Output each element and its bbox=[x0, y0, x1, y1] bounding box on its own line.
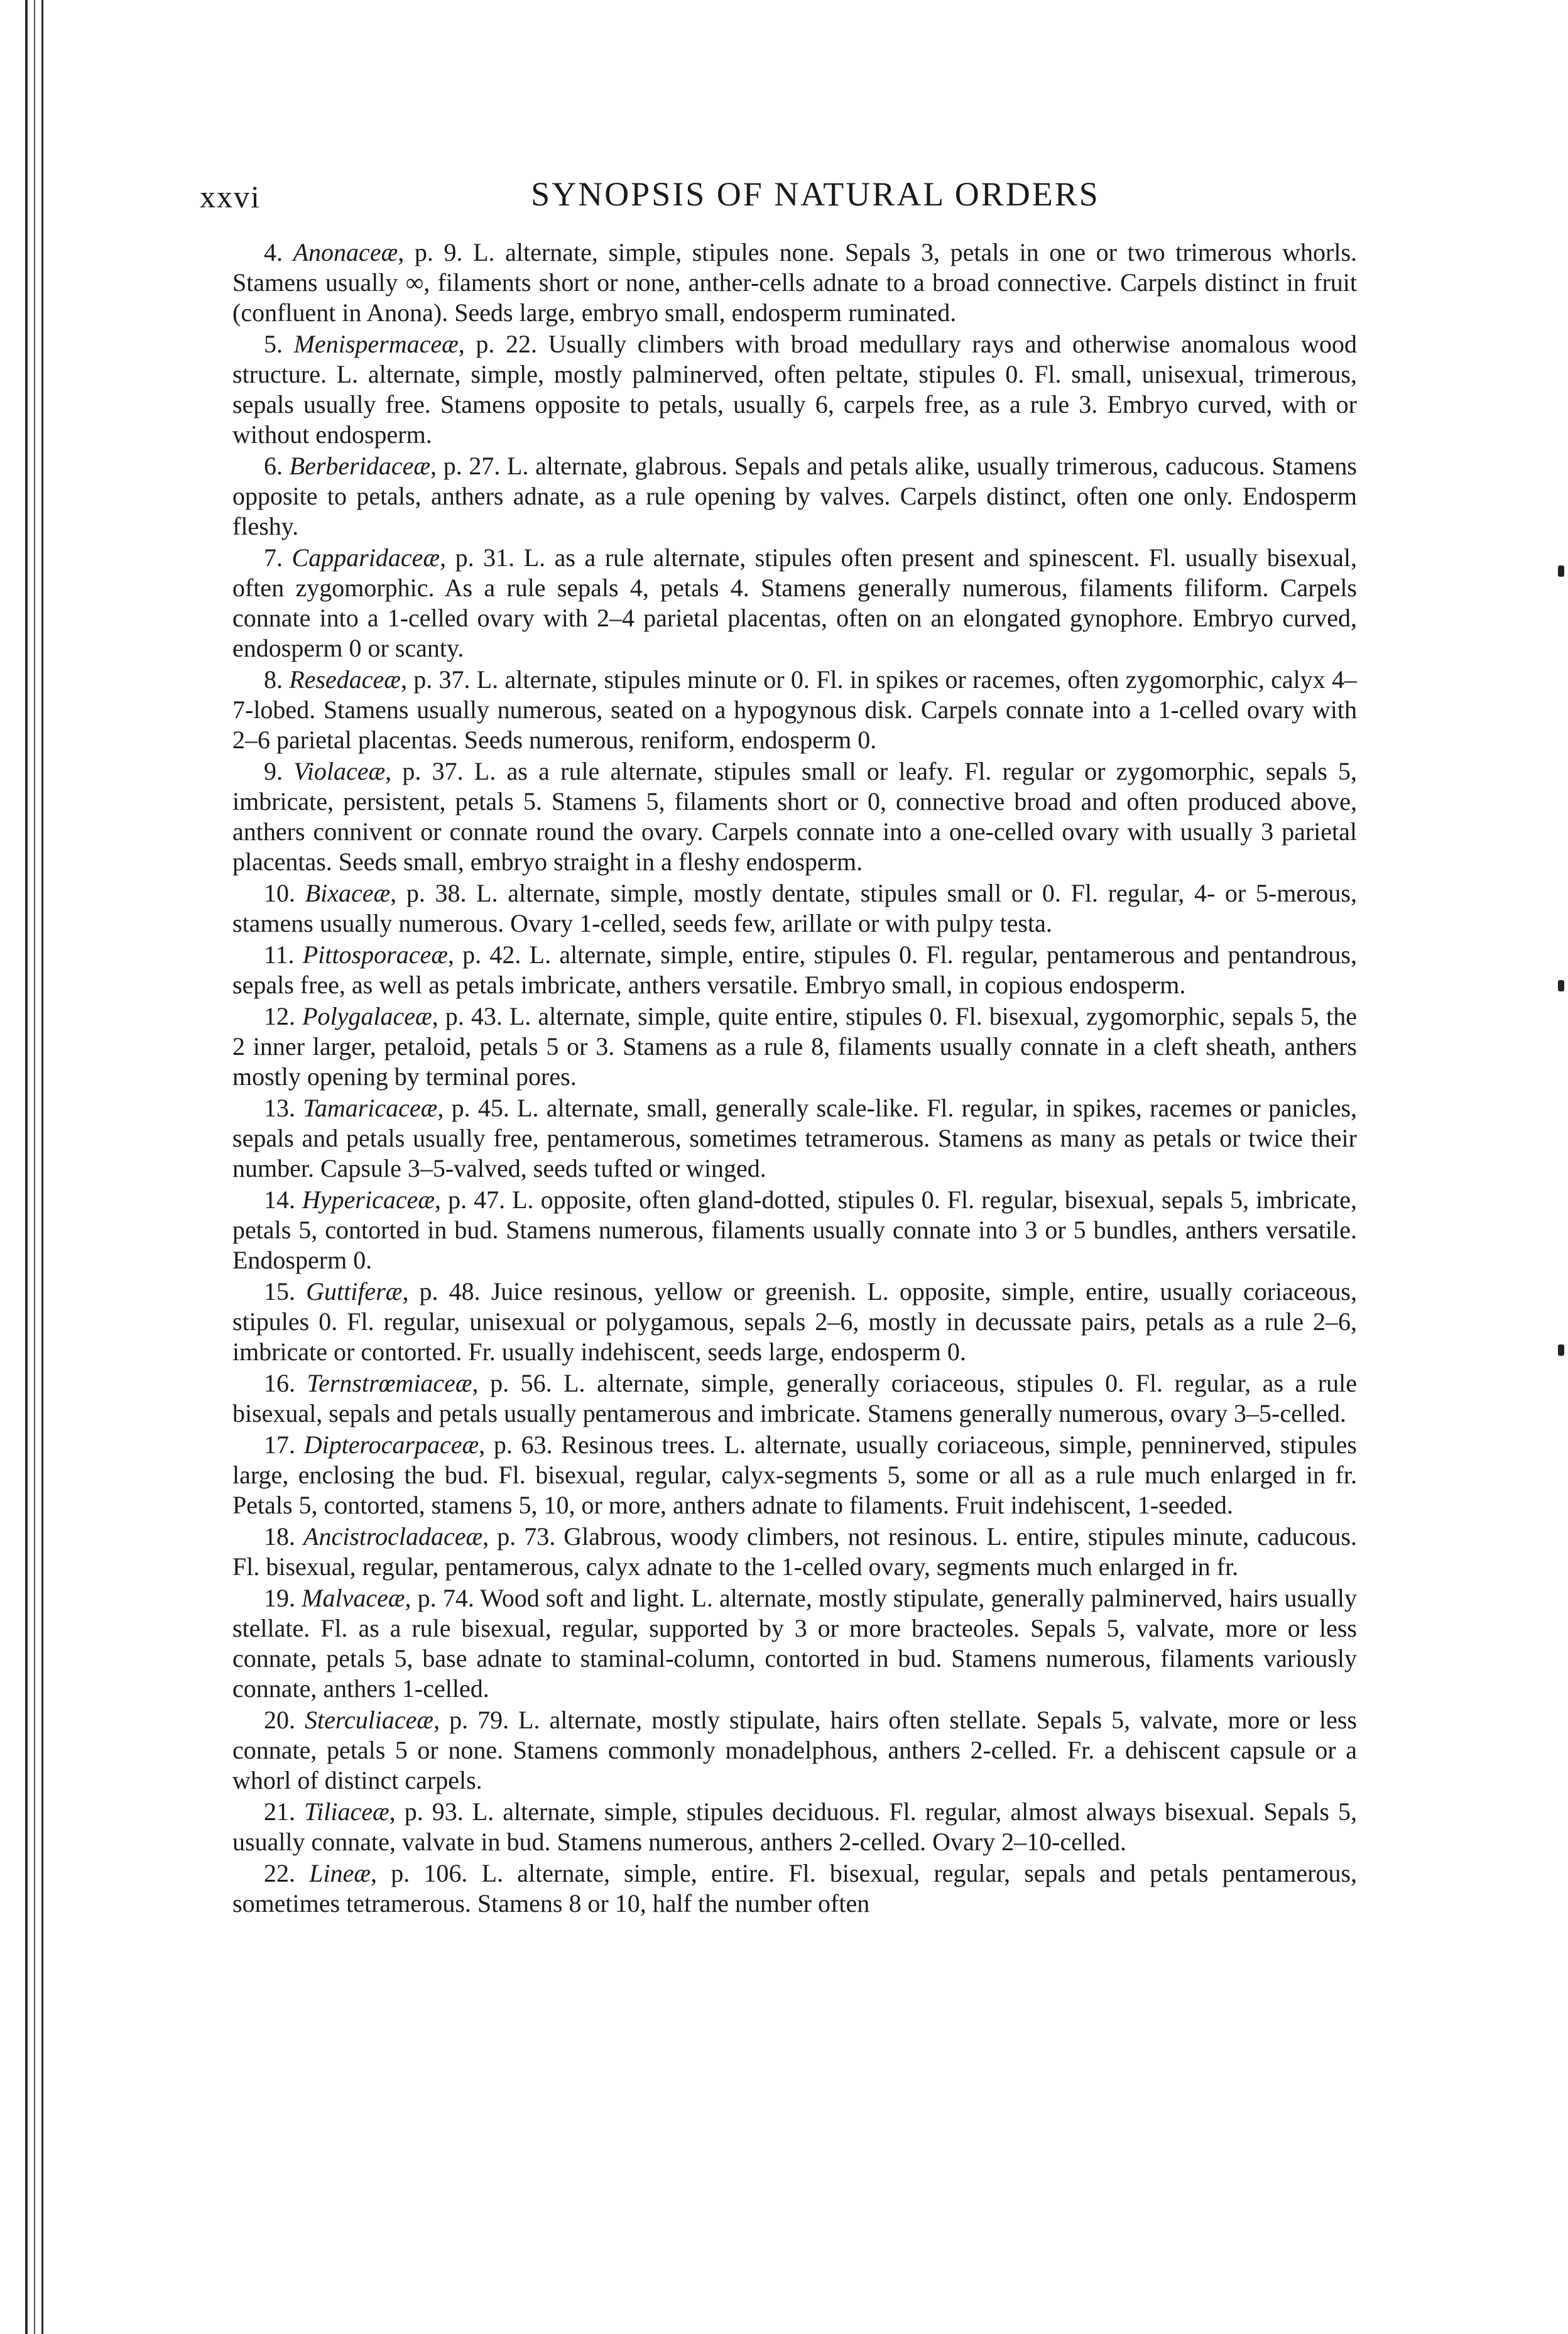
family-name: Ancistrocladaceæ bbox=[303, 1522, 483, 1551]
order-entry bbox=[232, 329, 1357, 450]
family-name: Bixaceæ bbox=[305, 879, 391, 907]
entry-description: , p. 74. Wood soft and light. L. alternate, mostly stipulate, generally palminerved, hairs usually stellate. Fl. as a rule bisexual, regular, supported by 3 or more bracteoles. Sepals 5, valvate, more or less connate, petals 5, base adnate to staminal-column, contorted in bud. Stamens numerous, filaments variously connate, anthers 1-celled. bbox=[232, 1584, 1358, 1703]
order-entry bbox=[232, 1583, 1357, 1704]
edge-mark bbox=[1558, 1344, 1564, 1356]
family-name: Tiliaceæ bbox=[304, 1797, 389, 1826]
entry-number: 21. bbox=[264, 1797, 295, 1826]
family-name: Capparidaceæ bbox=[291, 543, 440, 572]
order-entry bbox=[232, 1277, 1357, 1367]
family-name: Lineæ bbox=[309, 1859, 371, 1887]
family-name: Violaceæ bbox=[293, 757, 386, 785]
order-entry bbox=[232, 1705, 1357, 1796]
entry-description: , p. 37. L. as a rule alternate, stipules small or leafy. Fl. regular or zygomorphic, sepals 5, imbricate, persistent, petals 5. Stamens 5, filaments short or 0, connective broad and often produced above, anthers connivent or connate round the ovary. Carpels connate into a one-celled ovary with usually 3 parietal placentas. Seeds small, embryo straight in a fleshy endosperm. bbox=[232, 757, 1358, 876]
order-entry bbox=[232, 1522, 1357, 1582]
entry-description: , p. 47. L. opposite, often gland-dotted, stipules 0. Fl. regular, bisexual, sepals 5, imbricate, petals 5, contorted in bud. Stamens numerous, filaments usually connate into 3 or 5 bundles, anthers versatile. Endosperm 0. bbox=[232, 1186, 1358, 1274]
entry-description: , p. 31. L. as a rule alternate, stipules often present and spinescent. Fl. usually bisexual, often zygomorphic. As a rule sepals 4, petals 4. Stamens generally numerous, filaments filiform. Carpels connate into a 1-celled ovary with 2–4 parietal placentas, often on an elongated gynophore. Embryo curved, endosperm 0 or scanty. bbox=[232, 543, 1358, 662]
entry-number: 13. bbox=[264, 1094, 295, 1122]
edge-mark bbox=[1558, 565, 1564, 577]
entry-description: , p. 22. Usually climbers with broad medullary rays and otherwise anomalous wood structure. L. alternate, simple, mostly palminerved, often peltate, stipules 0. Fl. small, unisexual, trimerous, sepals usually free. Stamens opposite to petals, usually 6, carpels free, as a rule 3. Embryo curved, with or without endosperm. bbox=[232, 330, 1357, 449]
binding-rule bbox=[25, 0, 28, 2334]
entry-description: , p. 37. L. alternate, stipules minute or 0. Fl. in spikes or racemes, often zygomorphic, calyx 4–7-lobed. Stamens usually numerous, seated on a hypogynous disk. Carpels connate into a 1-celled ovary with 2–6 parietal placentas. Seeds numerous, reniform, endosperm 0. bbox=[232, 665, 1358, 754]
order-entry bbox=[232, 1797, 1357, 1857]
entry-description: , p. 38. L. alternate, simple, mostly dentate, stipules small or 0. Fl. regular, 4- or 5-merous, stamens usually numerous. Ovary 1-celled, seeds few, arillate or with pulpy testa. bbox=[232, 879, 1357, 937]
entry-description: , p. 56. L. alternate, simple, generally coriaceous, stipules 0. Fl. regular, as a rule bisexual, sepals and petals usually pentamerous and imbricate. Stamens generally numerous, ovary 3–5-celled. bbox=[232, 1369, 1357, 1427]
order-entry bbox=[232, 1858, 1357, 1919]
binding-rule bbox=[41, 0, 43, 2334]
order-entry bbox=[232, 1430, 1357, 1520]
entry-number: 10. bbox=[264, 879, 295, 907]
order-entry bbox=[232, 1001, 1357, 1092]
page-title: SYNOPSIS OF NATURAL ORDERS bbox=[531, 175, 1100, 213]
entry-description: , p. 27. L. alternate, glabrous. Sepals and petals alike, usually trimerous, caducous. Stamens opposite to petals, anthers adnate, as a rule opening by valves. Carpels distinct, often one only. Endosperm fleshy. bbox=[232, 452, 1358, 540]
entry-description: , p. 42. L. alternate, simple, entire, stipules 0. Fl. regular, pentamerous and pentandrous, sepals free, as well as petals imbricate, anthers versatile. Embryo small, in copious endosperm. bbox=[232, 941, 1357, 999]
entry-number: 12. bbox=[264, 1002, 295, 1030]
entry-number: 20. bbox=[264, 1706, 295, 1734]
entry-number: 5. bbox=[264, 330, 283, 358]
entry-number: 22. bbox=[264, 1859, 295, 1887]
family-name: Hypericaceæ bbox=[302, 1186, 435, 1214]
family-name: Tamaricaceæ bbox=[303, 1094, 438, 1122]
family-name: Ternstrœmiaceæ bbox=[307, 1369, 472, 1397]
order-entry bbox=[232, 451, 1357, 542]
entry-description: , p. 93. L. alternate, simple, stipules deciduous. Fl. regular, almost always bisexual. Sepals 5, usually connate, valvate in bud. Stamens numerous, anthers 2-celled. Ovary 2–10-celled. bbox=[232, 1797, 1358, 1856]
order-entry bbox=[232, 1093, 1357, 1184]
family-name: Resedaceæ bbox=[289, 665, 401, 694]
entry-number: 8. bbox=[264, 665, 283, 694]
family-name: Guttiferæ bbox=[306, 1277, 403, 1306]
order-entry bbox=[232, 1368, 1357, 1429]
entry-number: 9. bbox=[264, 757, 283, 785]
order-entry bbox=[232, 665, 1357, 755]
family-name: Berberidaceæ bbox=[289, 452, 431, 480]
entry-description: , p. 9. L. alternate, simple, stipules none. Sepals 3, petals in one or two trimerous whorls. Stamens usually ∞, filaments short or none, anther-cells adnate to a broad connective. Carpels distinct in fruit (confluent in Anona). Seeds large, embryo small, endosperm ruminated. bbox=[232, 238, 1358, 327]
family-name: Menispermaceæ bbox=[293, 330, 459, 358]
entry-number: 19. bbox=[264, 1584, 295, 1612]
order-entry bbox=[232, 237, 1357, 328]
family-name: Anonaceæ bbox=[293, 238, 398, 266]
entry-description: , p. 63. Resinous trees. L. alternate, usually coriaceous, simple, penninerved, stipules large, enclosing the bud. Fl. bisexual, regular, calyx-segments 5, some or all as a rule much enlarged in fr. Petals 5, contorted, stamens 5, 10, or more, anthers adnate to filaments. Fruit indehiscent, 1-seeded. bbox=[232, 1431, 1358, 1519]
entry-number: 7. bbox=[264, 543, 283, 572]
order-entry bbox=[232, 878, 1357, 939]
order-entry bbox=[232, 756, 1357, 877]
entry-number: 18. bbox=[264, 1522, 295, 1551]
entry-description: , p. 79. L. alternate, mostly stipulate, hairs often stellate. Sepals 5, valvate, more or less connate, petals 5 or none. Stamens commonly monadelphous, anthers 2-celled. Fr. a dehiscent capsule or a whorl of distinct carpels. bbox=[232, 1706, 1357, 1794]
entry-number: 17. bbox=[264, 1431, 295, 1459]
entry-number: 15. bbox=[264, 1277, 295, 1306]
entry-description: , p. 106. L. alternate, simple, entire. Fl. bisexual, regular, sepals and petals pentamerous, sometimes tetramerous. Stamens 8 or 10, half the number often bbox=[232, 1859, 1358, 1917]
binding-rule bbox=[34, 0, 35, 2334]
edge-mark bbox=[1558, 980, 1564, 991]
order-entry bbox=[232, 543, 1357, 663]
order-entry bbox=[232, 940, 1357, 1000]
entry-description: , p. 45. L. alternate, small, generally scale-like. Fl. regular, in spikes, racemes or panicles, sepals and petals usually free, pentamerous, sometimes tetramerous. Stamens as many as petals or twice their number. Capsule 3–5-valved, seeds tufted or winged. bbox=[232, 1094, 1358, 1182]
entry-description: , p. 73. Glabrous, woody climbers, not resinous. L. entire, stipules minute, caducous. Fl. bisexual, regular, pentamerous, calyx adnate to the 1-celled ovary, segments much enlarged in fr. bbox=[232, 1522, 1357, 1581]
entry-description: , p. 43. L. alternate, simple, quite entire, stipules 0. Fl. bisexual, zygomorphic, sepals 5, the 2 inner larger, petaloid, petals 5 or 3. Stamens as a rule 8, filaments usually connate in a cleft sheath, anthers mostly opening by terminal pores. bbox=[232, 1002, 1358, 1091]
entry-number: 4. bbox=[264, 238, 283, 266]
entry-list bbox=[232, 237, 1357, 1920]
family-name: Malvaceæ bbox=[302, 1584, 405, 1612]
entry-number: 11. bbox=[264, 941, 295, 969]
order-entry bbox=[232, 1185, 1357, 1275]
family-name: Dipterocarpaceæ bbox=[303, 1431, 479, 1459]
family-name: Pittosporaceæ bbox=[302, 941, 448, 969]
family-name: Polygalaceæ bbox=[302, 1002, 432, 1030]
family-name: Sterculiaceæ bbox=[304, 1706, 434, 1734]
entry-number: 6. bbox=[264, 452, 283, 480]
page-header bbox=[200, 175, 1431, 219]
entry-description: , p. 48. Juice resinous, yellow or greenish. L. opposite, simple, entire, usually coriaceous, stipules 0. Fl. regular, unisexual or polygamous, sepals 2–6, mostly in decussate pairs, petals as a rule 2–6, imbricate or contorted. Fr. usually indehiscent, seeds large, endosperm 0. bbox=[232, 1277, 1358, 1366]
entry-number: 14. bbox=[264, 1186, 295, 1214]
entry-number: 16. bbox=[264, 1369, 295, 1397]
page-number: xxvi bbox=[200, 179, 261, 214]
